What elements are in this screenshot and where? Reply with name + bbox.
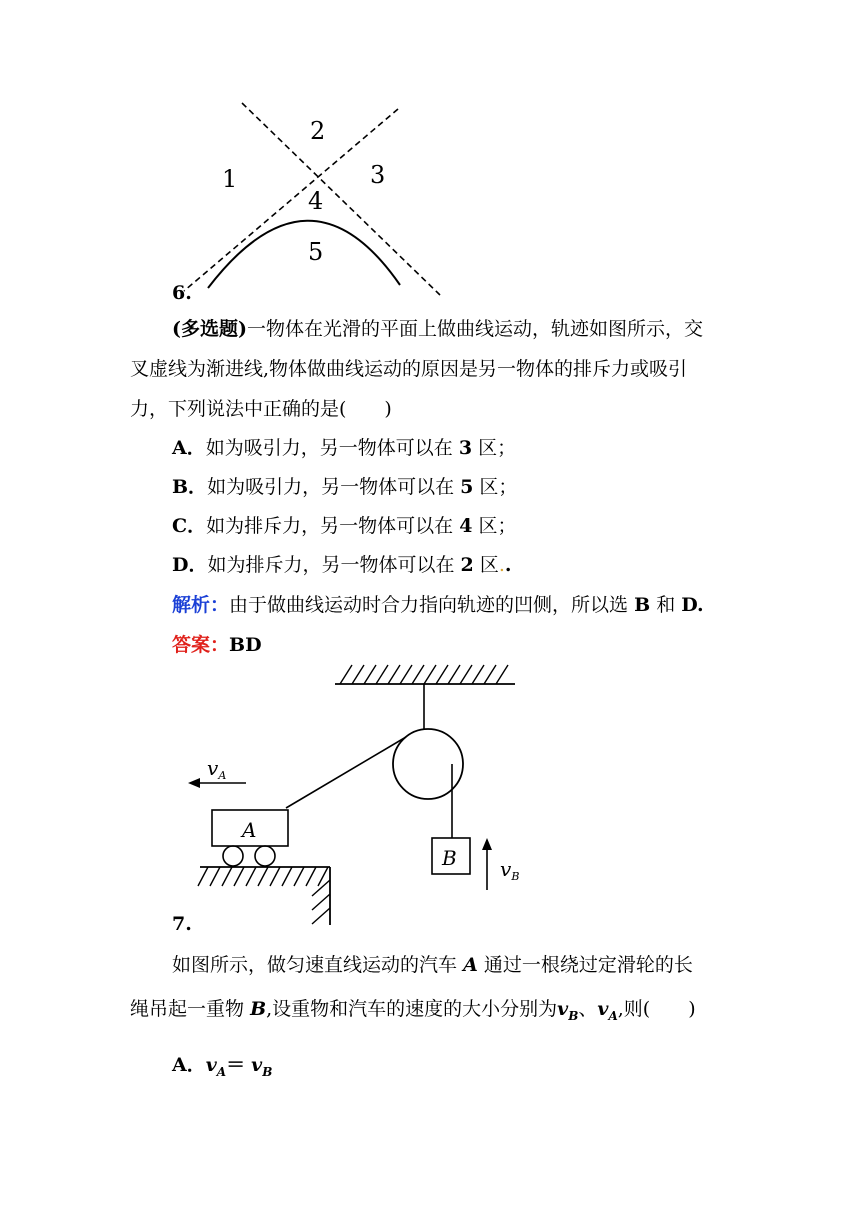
car-a-wheel-right [255,846,275,866]
option-a-v1: v [205,1054,217,1076]
q6-stem-line-1 [172,314,703,341]
q7-stem-line-2 [130,994,696,1023]
velocity-a-label: $v_A$ [207,756,227,782]
velocity-b-label: $v_B$ [500,857,520,883]
asymptote-line-left [242,103,440,295]
region-label-4: 4 [308,187,324,215]
option-zone: 5 [460,476,474,498]
q6-stem-line-3 [130,394,392,421]
q7-block-symbol: B [250,998,267,1020]
ceiling-hatch [335,665,515,684]
q7-stem-text-2c: ,则( ) [617,998,696,1020]
velocity-a-arrowhead [188,778,200,788]
question-number-6: 6. [172,282,192,304]
q6-stem-text-3: 力，下列说法中正确的是( ) [130,398,392,420]
analysis-label: 解析： [172,594,230,616]
option-text: 如为排斥力，另一物体可以在 [206,515,454,537]
q7-vb-sub: B [568,1008,579,1023]
q6-analysis [172,590,704,617]
q7-pulley-diagram [180,660,540,930]
option-text: 如为吸引力，另一物体可以在 [205,437,453,459]
q7-va-sub: A [608,1008,618,1023]
q6-option-b [172,472,517,499]
car-a-label: A [242,818,257,842]
option-tail: 区 [479,554,499,576]
option-zone: 2 [460,554,474,576]
question-number-7: 7. [172,913,192,935]
q6-type-tag: (多选题) [172,318,247,340]
option-letter: A． [172,1054,206,1076]
option-tail: 区； [478,515,517,537]
option-a-v2: v [251,1054,263,1076]
analysis-option-b: B [634,594,651,616]
option-letter: C． [172,515,207,537]
q7-va-symbol: v [597,998,609,1020]
option-letter: A． [172,437,206,459]
option-a-v1-sub: A [216,1064,227,1079]
answer-label: 答案： [172,634,230,656]
q7-car-symbol: A [463,954,478,976]
block-b-label: B [442,846,457,870]
region-label-2: 2 [310,117,326,145]
asymptote-line-right [184,109,398,291]
q7-separator: 、 [578,998,598,1020]
q7-vb-symbol: v [557,998,569,1020]
q6-stem-line-2: 叉虚线为渐进线,物体做曲线运动的原因是另一物体的排斥力或吸引 [130,358,688,380]
region-label-1: 1 [222,165,238,193]
q7-stem-line-1 [172,950,693,977]
option-text: 如为排斥力，另一物体可以在 [207,554,455,576]
q7-stem-text-2: 绳吊起一重物 [130,998,245,1020]
q6-option-d: D．如为排斥力，另一物体可以在 2 区.. [172,554,512,576]
q6-answer [172,630,262,657]
option-zone: 4 [459,515,473,537]
option-tail: 区； [478,437,517,459]
option-a-equals: ＝ [226,1054,246,1076]
car-a-wheel-left [223,846,243,866]
velocity-b-arrowhead [482,838,492,850]
q7-stem-text-2b: ,设重物和汽车的速度的大小分别为 [266,998,558,1020]
option-letter: D． [172,554,208,576]
option-letter: B． [172,476,208,498]
q6-stem-text-1: 一物体在光滑的平面上做曲线运动，轨迹如图所示，交 [246,318,703,340]
analysis-text: 由于做曲线运动时合力指向轨迹的凹侧，所以选 [229,594,629,616]
q7-option-a [172,1050,272,1079]
q7-stem-text-1b: 通过一根绕过定滑轮的长 [483,954,693,976]
q6-option-a [172,433,516,460]
trajectory-curve [208,221,400,288]
option-a-v2-sub: B [262,1064,273,1079]
q6-option-c [172,511,516,538]
region-label-5: 5 [308,238,324,266]
analysis-option-d: D. [681,594,704,616]
rope-to-car [286,737,406,808]
option-zone: 3 [458,437,473,459]
answer-value: BD [229,634,262,656]
analysis-and: 和 [656,594,676,616]
q6-trajectory-diagram [170,95,460,300]
ground-hatch [198,867,330,925]
option-text: 如为吸引力，另一物体可以在 [207,476,455,498]
option-tail: 区； [479,476,518,498]
region-label-3: 3 [370,161,386,189]
q7-stem-text-1: 如图所示，做匀速直线运动的汽车 [172,954,458,976]
